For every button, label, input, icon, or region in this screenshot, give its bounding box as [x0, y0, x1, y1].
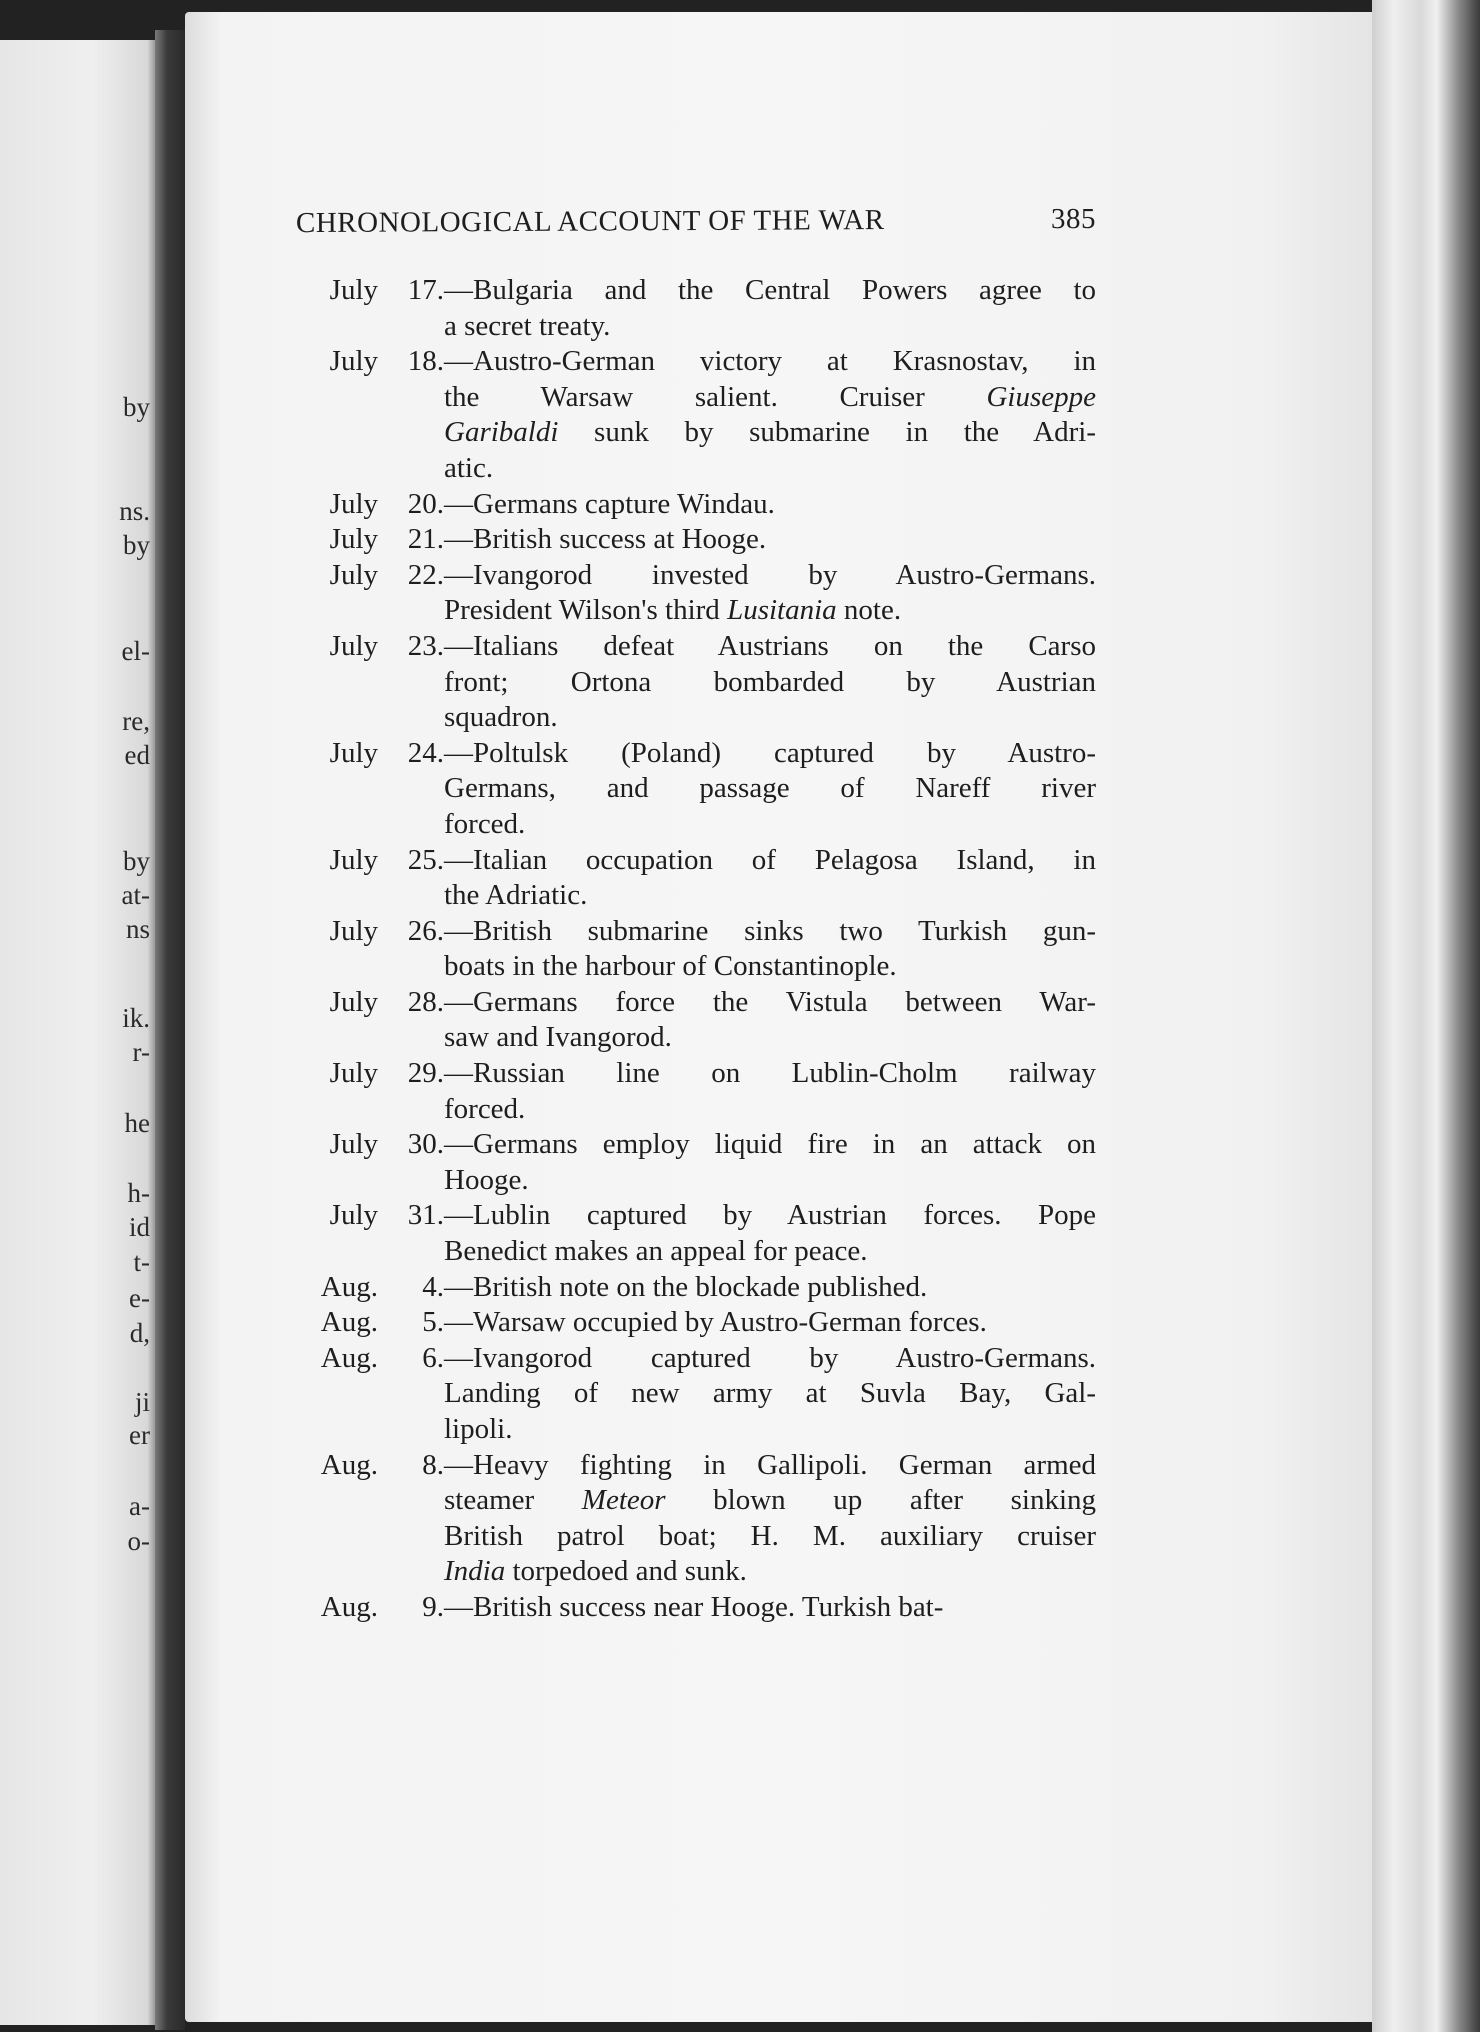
entry-day: 25. [407, 843, 444, 876]
entry-text-run: Benedict makes an appeal for peace. [444, 1235, 868, 1268]
entry-text [444, 558, 1096, 629]
entry-text-run: front; Ortona bombarded by Austrian [444, 665, 1096, 698]
entry-month: Aug. [320, 1448, 378, 1481]
entry-day: 24. [407, 736, 444, 769]
chronology-entry [296, 273, 1096, 344]
entry-day: 20. [407, 487, 444, 520]
entry-date [296, 1127, 444, 1198]
entry-date [296, 1590, 444, 1626]
left-page-fragment: by [123, 530, 150, 560]
entry-line [444, 985, 1096, 1021]
entry-day: 30. [407, 1128, 444, 1161]
entry-text-run: British patrol boat; H. M. auxiliary cruiser [444, 1519, 1096, 1552]
chronology-entry [296, 914, 1096, 985]
chronology-entry [296, 1341, 1096, 1448]
entry-month: July [329, 914, 378, 947]
entry-month: Aug. [320, 1590, 378, 1623]
entry-line [444, 736, 1096, 772]
entry-date [296, 487, 444, 523]
entry-line [444, 629, 1096, 665]
chronology-list [296, 273, 1096, 1626]
chronology-entry [296, 1056, 1096, 1127]
entry-month: Aug. [320, 1270, 378, 1303]
entry-line [444, 1519, 1096, 1555]
page-edges [1372, 0, 1480, 2032]
entry-text-run: —Germans employ liquid fire in an attack on [444, 1128, 1096, 1161]
left-page-fragment: re, [122, 706, 150, 736]
entry-line [444, 1234, 1096, 1270]
entry-date [296, 736, 444, 843]
left-page-fragment: at- [121, 880, 150, 910]
entry-month: July [329, 736, 378, 769]
left-page-fragment: er [129, 1420, 150, 1450]
entry-text-run: boats in the harbour of Constantinople. [444, 950, 897, 983]
left-page-fragment: id [128, 1212, 150, 1242]
entry-line [444, 1305, 1096, 1341]
entry-line [444, 487, 1096, 523]
entry-text-run: forced. [444, 1092, 526, 1125]
entry-text-run: —British success at Hooge. [444, 523, 767, 556]
entry-date [296, 344, 444, 486]
entry-day: 5. [422, 1306, 444, 1339]
entry-text [444, 1270, 1096, 1306]
entry-line [444, 700, 1096, 736]
entry-date [296, 273, 444, 344]
entry-text [444, 1590, 1096, 1626]
entry-line [444, 1376, 1096, 1412]
entry-day: 22. [407, 558, 444, 591]
entry-day: 17. [407, 274, 444, 306]
entry-text-run: —Germans capture Windau. [444, 487, 775, 520]
entry-line [444, 1483, 1096, 1519]
left-page-fragment: by [123, 846, 150, 876]
book-gutter [155, 30, 185, 2030]
entry-line [444, 771, 1096, 807]
entry-line [444, 1092, 1096, 1128]
entry-month: July [329, 274, 378, 306]
entry-text [444, 1056, 1096, 1127]
entry-day: 9. [422, 1590, 444, 1623]
entry-month: July [329, 629, 378, 662]
entry-line [444, 593, 1096, 629]
left-page-fragment: ik. [122, 1003, 150, 1033]
entry-line [444, 522, 1096, 558]
entry-text-run: —Ivangorod captured by Austro-Germans. [444, 1341, 1096, 1374]
left-page-fragment: by [123, 392, 150, 422]
entry-date [296, 1305, 444, 1341]
left-page-fragment: he [124, 1108, 150, 1138]
entry-line [444, 1448, 1096, 1484]
entry-text-run: the Warsaw salient. Cruiser [444, 380, 987, 413]
entry-line [444, 665, 1096, 701]
entry-text-run: Hooge. [444, 1163, 529, 1196]
entry-day: 18. [407, 345, 444, 378]
entry-text-run: President Wilson's third [444, 594, 728, 627]
entry-text [444, 1127, 1096, 1198]
entry-date [296, 558, 444, 629]
entry-text [444, 487, 1096, 523]
entry-line [444, 1127, 1096, 1163]
entry-month: July [329, 558, 378, 591]
entry-line [444, 807, 1096, 843]
left-page-fragment: a- [129, 1491, 150, 1521]
italic-name: Garibaldi [444, 416, 559, 449]
entry-line [444, 1020, 1096, 1056]
entry-text-run: —Italians defeat Austrians on the Carso [444, 629, 1096, 662]
left-page-fragment: ns. [119, 496, 150, 526]
entry-date [296, 1198, 444, 1269]
entry-line [444, 843, 1096, 879]
entry-line [444, 309, 1096, 345]
left-page-fragment: ns [125, 914, 150, 944]
entry-date [296, 1341, 444, 1448]
entry-text [444, 629, 1096, 736]
left-page-fragment: r- [132, 1037, 150, 1067]
chronology-entry [296, 558, 1096, 629]
left-page-fragment: ed [124, 740, 150, 770]
entry-date [296, 1056, 444, 1127]
entry-line [444, 451, 1096, 487]
entry-day: 31. [407, 1199, 444, 1232]
entry-text-run: atic. [444, 451, 494, 484]
chronology-entry [296, 1198, 1096, 1269]
entry-text-run: lipoli. [444, 1413, 513, 1445]
entry-text-run: —British note on the blockade published. [444, 1270, 928, 1303]
left-page-text-fragments [0, 0, 155, 2032]
entry-line [444, 914, 1096, 950]
chronology-entry [296, 1448, 1096, 1590]
entry-line [444, 558, 1096, 594]
entry-line [444, 273, 1096, 309]
entry-text [444, 914, 1096, 985]
entry-text [444, 344, 1096, 486]
entry-line [444, 1163, 1096, 1199]
entry-text-run: steamer [444, 1484, 582, 1517]
entry-day: 4. [422, 1270, 444, 1303]
chronology-entry [296, 1127, 1096, 1198]
entry-line [444, 1198, 1096, 1234]
entry-text-run: the Adriatic. [444, 879, 588, 912]
left-page-fragment: o- [127, 1526, 150, 1556]
entry-line [444, 1590, 1096, 1626]
entry-month: Aug. [320, 1306, 378, 1339]
page-number: 385 [1050, 202, 1097, 236]
entry-line [444, 1270, 1096, 1306]
entry-text [444, 522, 1096, 558]
chronology-entry [296, 736, 1096, 843]
entry-day: 8. [422, 1448, 444, 1481]
entry-text-run: —Ivangorod invested by Austro-Germans. [444, 558, 1096, 591]
entry-month: July [329, 345, 378, 378]
entry-text-run: a secret treaty. [444, 309, 611, 342]
entry-line [444, 1056, 1096, 1092]
entry-text-run: —Russian line on Lublin-Cholm railway [444, 1057, 1096, 1090]
entry-text-run: forced. [444, 807, 526, 840]
entry-text-run: —Bulgaria and the Central Powers agree to [444, 274, 1096, 306]
entry-text-run: saw and Ivangorod. [444, 1021, 672, 1054]
entry-text-run: —Poltulsk (Poland) captured by Austro- [444, 736, 1096, 769]
entry-text-run: —Warsaw occupied by Austro-German forces. [444, 1306, 987, 1339]
entry-date [296, 522, 444, 558]
entry-text [444, 1305, 1096, 1341]
entry-text-run: —British success near Hooge. Turkish bat- [444, 1590, 944, 1623]
entry-day: 26. [407, 914, 444, 947]
entry-text-run: sunk by submarine in the Adri- [558, 416, 1096, 449]
italic-name: Lusitania [727, 594, 837, 627]
entry-text [444, 843, 1096, 914]
entry-month: July [329, 1057, 378, 1090]
italic-name: Meteor [581, 1484, 666, 1517]
left-page-fragment: t- [133, 1247, 150, 1277]
entry-day: 28. [407, 985, 444, 1018]
entry-text [444, 736, 1096, 843]
entry-text-run: —Austro-German victory at Krasnostav, in [444, 345, 1096, 378]
entry-day: 21. [407, 523, 444, 556]
entry-date [296, 914, 444, 985]
left-page-fragment: ji [134, 1387, 150, 1417]
left-page-fragment: h- [127, 1178, 150, 1208]
chronology-entry [296, 1270, 1096, 1306]
entry-text-run: —Germans force the Vistula between War- [444, 985, 1096, 1018]
italic-name: India [444, 1555, 506, 1588]
chronology-entry [296, 522, 1096, 558]
entry-text [444, 273, 1096, 344]
entry-line [444, 949, 1096, 985]
left-page-fragment: el- [121, 636, 150, 666]
entry-month: July [329, 1128, 378, 1161]
entry-month: July [329, 1199, 378, 1232]
entry-date [296, 1448, 444, 1590]
entry-line [444, 344, 1096, 380]
chronology-entry [296, 629, 1096, 736]
entry-date [296, 629, 444, 736]
running-head-title: CHRONOLOGICAL ACCOUNT OF THE WAR [295, 204, 885, 240]
entry-date [296, 843, 444, 914]
entry-month: July [329, 843, 378, 876]
chronology-entry [296, 344, 1096, 486]
entry-month: Aug. [320, 1341, 378, 1374]
entry-text-run: —British submarine sinks two Turkish gun- [444, 914, 1096, 947]
entry-text [444, 1198, 1096, 1269]
italic-name: Giuseppe [986, 380, 1096, 413]
chronology-entry [296, 843, 1096, 914]
entry-text-run: Germans, and passage of Nareff river [444, 772, 1096, 805]
entry-line [444, 415, 1096, 451]
running-head [296, 203, 1096, 251]
entry-text-run: squadron. [444, 701, 558, 734]
entry-text-run: note. [836, 594, 902, 627]
entry-day: 6. [422, 1341, 444, 1374]
entry-date [296, 1270, 444, 1306]
chronology-entry [296, 1590, 1096, 1626]
entry-text [444, 985, 1096, 1056]
entry-line [444, 1412, 1096, 1448]
entry-text-run: torpedoed and sunk. [505, 1555, 747, 1588]
entry-day: 23. [407, 629, 444, 662]
entry-text-run: blown up after sinking [665, 1484, 1097, 1517]
chronology-entry [296, 487, 1096, 523]
entry-text-run: Landing of new army at Suvla Bay, Gal- [444, 1377, 1096, 1410]
left-page-fragment: e- [129, 1283, 150, 1313]
entry-line [444, 1554, 1096, 1590]
entry-line [444, 1341, 1096, 1377]
chronology-entry [296, 1305, 1096, 1341]
left-page-fragment: d, [129, 1318, 150, 1348]
entry-month: July [329, 523, 378, 556]
entry-date [296, 985, 444, 1056]
entry-line [444, 380, 1096, 416]
entry-text-run: —Heavy fighting in Gallipoli. German armed [444, 1448, 1096, 1481]
entry-text [444, 1341, 1096, 1448]
chronology-entry [296, 985, 1096, 1056]
page-content [295, 202, 1097, 1626]
entry-line [444, 878, 1096, 914]
entry-text-run: —Lublin captured by Austrian forces. Pope [444, 1199, 1096, 1232]
entry-day: 29. [407, 1057, 444, 1090]
entry-text-run: —Italian occupation of Pelagosa Island, in [444, 843, 1096, 876]
entry-month: July [329, 487, 378, 520]
entry-month: July [329, 985, 378, 1018]
entry-text [444, 1448, 1096, 1590]
